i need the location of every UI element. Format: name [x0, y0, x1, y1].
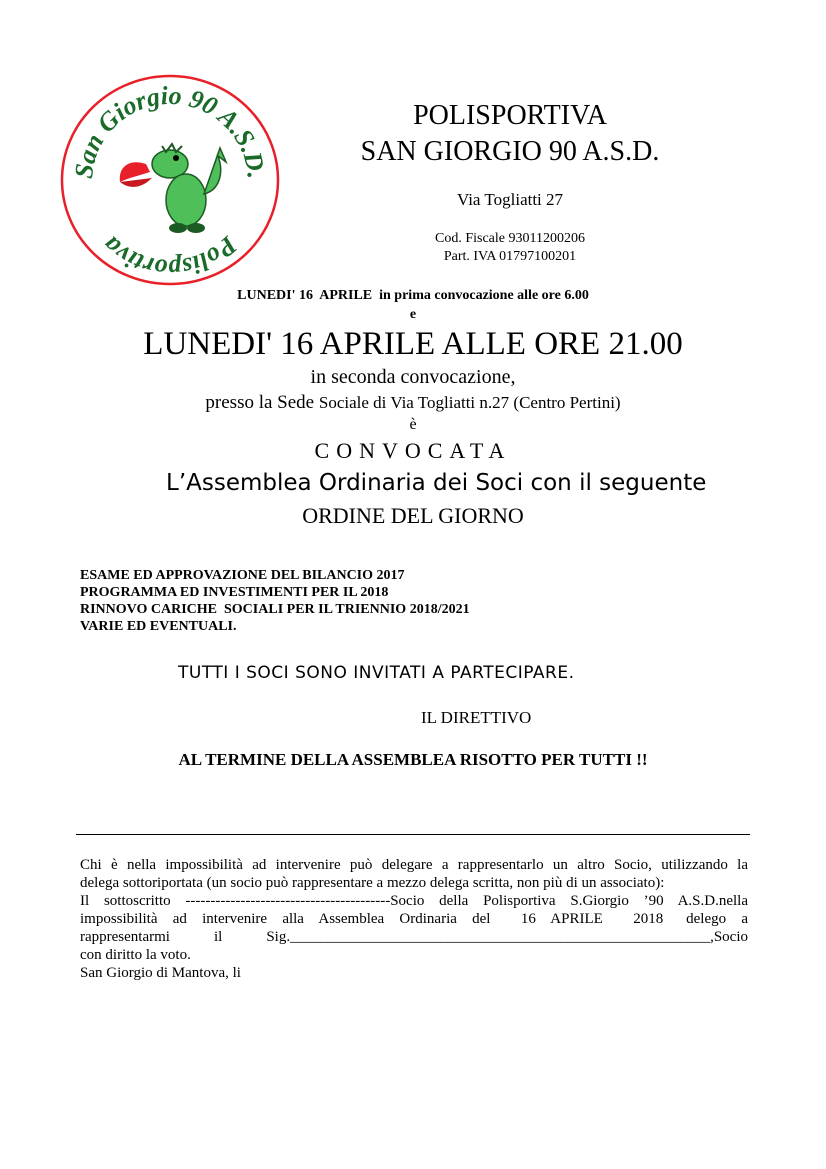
- club-logo-graphic: [58, 72, 282, 288]
- second-call-line: in seconda convocazione,: [310, 366, 516, 388]
- convocata-heading: CONVOCATA: [314, 438, 512, 463]
- signature: IL DIRETTIVO: [421, 708, 532, 727]
- logo-text-top: San Giorgio 90 A.S.D.: [68, 80, 271, 180]
- proxy-line: San Giorgio di Mantova, li: [80, 965, 241, 981]
- proxy-line: Il sottoscritto -----------------------------------------Socio della Polisportiva S.Giorgio ’90 A.S.D.nella: [80, 893, 748, 909]
- proxy-section: [80, 856, 748, 982]
- proxy-line: rappresentarmi il Sig.________________________________________________________,Socio: [80, 929, 748, 945]
- first-call-line: LUNEDI' 16 APRILE in prima convocazione alle ore 6.00: [237, 288, 589, 303]
- org-name-line2: SAN GIORGIO 90 A.S.D.: [360, 136, 660, 167]
- meeting-place-b: Sociale di Via Togliatti n.27 (Centro Pertini): [318, 393, 621, 412]
- agenda-item: PROGRAMMA ED INVESTIMENTI PER IL 2018: [80, 585, 389, 600]
- fiscal-code: Cod. Fiscale 93011200206: [435, 231, 585, 246]
- invite-line: TUTTI I SOCI SONO INVITATI A PARTECIPARE.: [178, 663, 575, 683]
- divider: [76, 834, 750, 835]
- logo-text-bottom: Polisportiva: [96, 230, 243, 284]
- club-logo: [58, 72, 282, 288]
- assembly-line: L’Assemblea Ordinaria dei Soci con il seguente: [166, 470, 707, 496]
- risotto-line: AL TERMINE DELLA ASSEMBLEA RISOTTO PER TUTTI !!: [178, 750, 648, 769]
- vat-number: Part. IVA 01797100201: [443, 249, 577, 264]
- proxy-line: con diritto la voto.: [80, 947, 191, 963]
- org-name-line1: POLISPORTIVA: [413, 100, 607, 131]
- proxy-line: delega sottoriportata (un socio può rappresentare a mezzo delega scritta, non più di un associato):: [80, 875, 665, 891]
- proxy-line: impossibilità ad intervenire alla Assemblea Ordinaria del 16 APRILE 2018 delego a: [80, 911, 748, 927]
- agenda-list: [80, 567, 470, 635]
- agenda-item: RINNOVO CARICHE SOCIALI PER IL TRIENNIO 2018/2021: [80, 602, 470, 617]
- agenda-heading: ORDINE DEL GIORNO: [302, 503, 524, 528]
- agenda-item: ESAME ED APPROVAZIONE DEL BILANCIO 2017: [80, 568, 405, 583]
- meeting-place: [0, 392, 826, 414]
- meeting-place-a: presso la Sede: [205, 392, 319, 413]
- main-date-heading: LUNEDI' 16 APRILE ALLE ORE 21.00: [143, 326, 683, 362]
- conjunction: e: [409, 307, 417, 322]
- agenda-item: VARIE ED EVENTUALI.: [80, 619, 237, 634]
- org-address: Via Togliatti 27: [456, 190, 564, 209]
- proxy-line: Chi è nella impossibilità ad intervenire può delegare a rappresentarlo un altro Socio, utilizzando la: [80, 857, 748, 873]
- e-grave: è: [409, 416, 417, 433]
